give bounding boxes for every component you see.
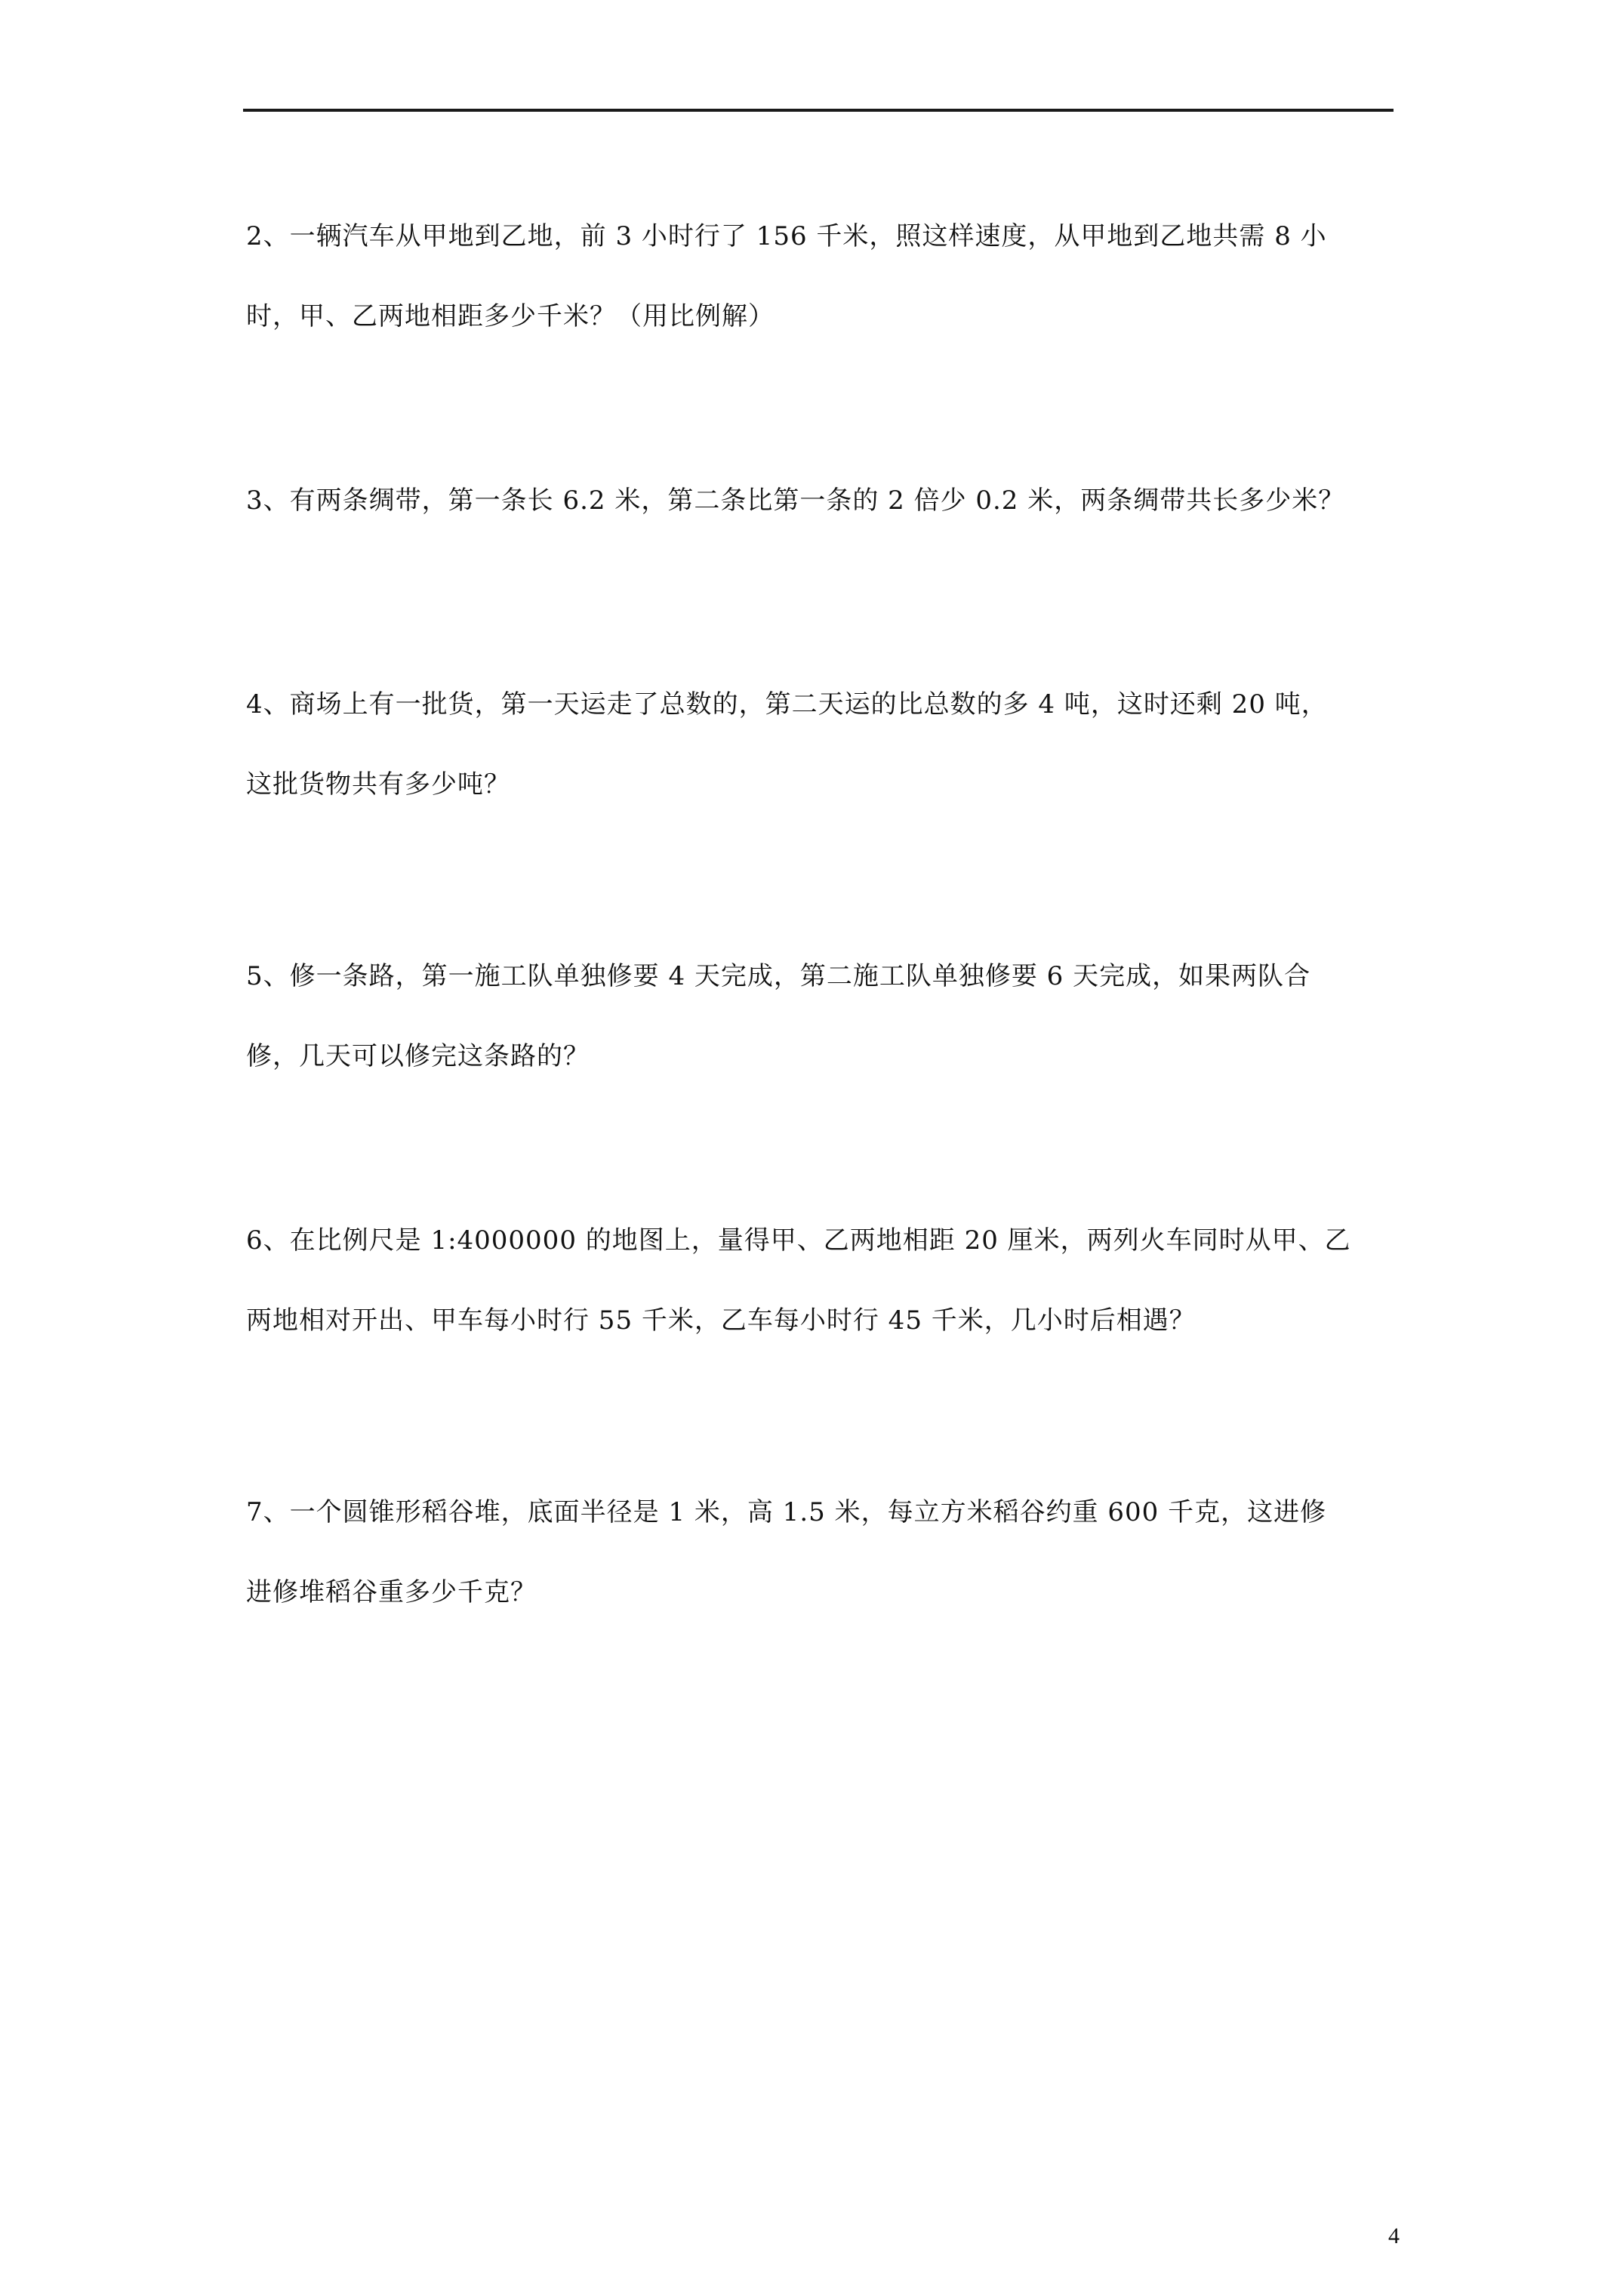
problem-4-line-2: 这批货物共有多少吨？ (246, 769, 510, 800)
problem-3 (246, 461, 1395, 541)
problem-7 (246, 1472, 1395, 1632)
problem-7-line-2: 进修堆稻谷重多少千克？ (246, 1577, 537, 1607)
problem-5-line-2: 修，几天可以修完这条路的？ (246, 1041, 590, 1071)
problem-4 (246, 664, 1395, 824)
problem-6 (246, 1200, 1395, 1361)
problem-6-line-2: 两地相对开出、甲车每小时行 55 千米，乙车每小时行 45 千米，几小时后相遇？ (246, 1305, 1196, 1336)
problem-2-line-1: 2、一辆汽车从甲地到乙地，前 3 小时行了 156 千米，照这样速度，从甲地到乙地共需 8 小 (246, 221, 1327, 251)
problem-5 (246, 936, 1395, 1096)
problem-2-line-2: 时，甲、乙两地相距多少千米？（用比例解） (246, 301, 775, 331)
problem-5-line-1: 5、修一条路，第一施工队单独修要 4 天完成，第二施工队单独修要 6 天完成，如果两队合 (246, 961, 1311, 991)
problem-2 (246, 196, 1395, 356)
problem-4-line-1: 4、商场上有一批货，第一天运走了总数的，第二天运的比总数的多 4 吨，这时还剩 20 吨， (246, 689, 1328, 720)
problem-3-line-1: 3、有两条绸带，第一条长 6.2 米，第二条比第一条的 2 倍少 0.2 米，两条绸带共长多少米？ (246, 485, 1345, 516)
page-number: 4 (1388, 2224, 1400, 2248)
problem-7-line-1: 7、一个圆锥形稻谷堆，底面半径是 1 米，高 1.5 米，每立方米稻谷约重 600 千克，这进修 (246, 1497, 1327, 1527)
header-rule (243, 109, 1394, 112)
problem-6-line-1: 6、在比例尺是 1:4000000 的地图上，量得甲、乙两地相距 20 厘米，两列火车同时从甲、乙 (246, 1225, 1351, 1256)
